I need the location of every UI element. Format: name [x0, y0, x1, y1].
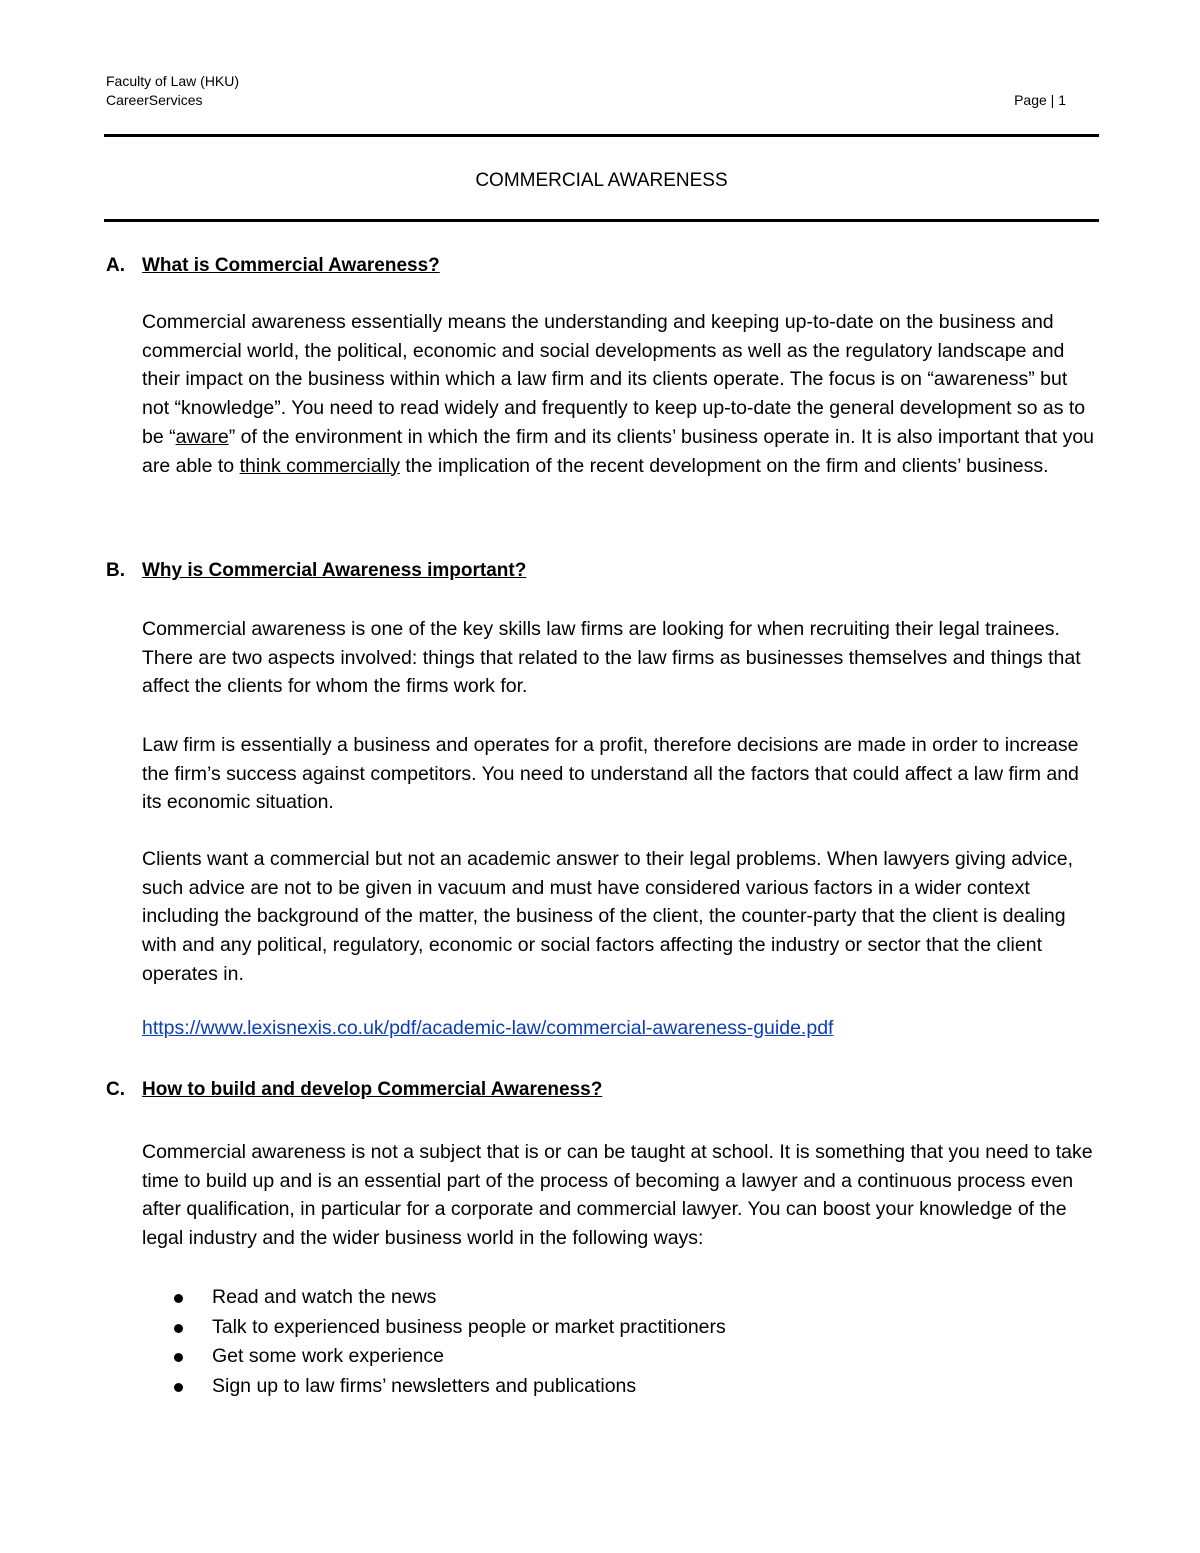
section-c-heading — [106, 1077, 602, 1103]
aware-underlined: aware — [175, 425, 229, 448]
section-a-letter: A. — [106, 255, 125, 276]
lexisnexis-guide-link[interactable]: https://www.lexisnexis.co.uk/pdf/academic-law/commercial-awareness-guide.pdf — [142, 1017, 834, 1039]
document-title: COMMERCIAL AWARENESS — [475, 170, 728, 191]
list-item-text: Talk to experienced business people or market practitioners — [212, 1315, 726, 1338]
section-c-title: How to build and develop Commercial Awareness? — [142, 1079, 603, 1100]
header-department: CareerServices — [106, 92, 203, 108]
section-b-heading — [106, 558, 526, 584]
list-item-text: Sign up to law firms’ newsletters and publications — [212, 1375, 637, 1398]
section-c-paragraph: Commercial awareness is not a subject that is or can be taught at school. It is something that you need to take time to build up and is an essential part of the process of becoming a lawyer and a continuous process even after qualification, in particular for a corporate and commercial lawyer. You can boost your knowledge of the legal industry and the wider business world in the following ways: — [142, 1141, 1093, 1250]
section-a-text-2: ” of the environment in which the firm and its clients’ business operate in. It is also important that you are able to — [142, 425, 1095, 477]
list-item — [142, 1283, 726, 1313]
section-b-title: Why is Commercial Awareness important? — [142, 560, 527, 581]
section-a-text-1: Commercial awareness essentially means the understanding and keeping up-to-date on the business and commercial world, the political, economic and social developments as well as the regulatory landscape and their impact on the business within which a law firm and its clients operate. The focus is on “awareness” but not “knowledge”. You need to read widely and frequently to keep up-to-date the general development so as to be “ — [142, 311, 1086, 448]
list-item-text: Read and watch the news — [212, 1286, 437, 1308]
list-item — [142, 1372, 726, 1402]
title-rule-bottom — [104, 219, 1099, 222]
header-faculty: Faculty of Law (HKU) — [106, 73, 240, 89]
bullet-icon — [174, 1294, 183, 1303]
section-b-letter: B. — [106, 560, 125, 581]
list-item — [142, 1342, 726, 1372]
bullet-icon — [174, 1324, 183, 1333]
think-commercially-underlined: think commercially — [239, 454, 400, 477]
title-rule-top — [104, 134, 1099, 137]
bullet-icon — [174, 1353, 183, 1362]
list-item — [142, 1313, 726, 1343]
section-b-paragraph-3: Clients want a commercial but not an academic answer to their legal problems. When lawyers giving advice, such advice are not to be given in vacuum and must have considered various factors in a wider context including the background of the matter, the business of the client, the counter-party that the client is dealing with and any political, regulatory, economic or social factors affecting the industry or sector that the client operates in. — [142, 848, 1074, 985]
page-header — [106, 72, 239, 110]
ways-list — [142, 1283, 726, 1402]
bullet-icon — [174, 1383, 183, 1392]
section-b-paragraph-1: Commercial awareness is one of the key skills law firms are looking for when recruiting their legal trainees. There are two aspects involved: things that related to the law firms as businesses themselves and things that affect the clients for whom the firms work for. — [142, 618, 1081, 698]
section-a-paragraph — [142, 308, 1097, 480]
list-item-text: Get some work experience — [212, 1345, 444, 1368]
section-b-paragraph-2: Law firm is essentially a business and operates for a profit, therefore decisions are made in order to increase the firm’s success against competitors. You need to understand all the factors that could affect a law firm and its economic situation. — [142, 734, 1079, 814]
page-number: Page | 1 — [1014, 92, 1066, 108]
section-a-text-3: the implication of the recent development on the firm and clients’ business. — [399, 454, 1049, 477]
section-c-letter: C. — [106, 1079, 125, 1100]
section-a-heading — [106, 253, 440, 279]
section-a-title: What is Commercial Awareness? — [142, 255, 440, 276]
